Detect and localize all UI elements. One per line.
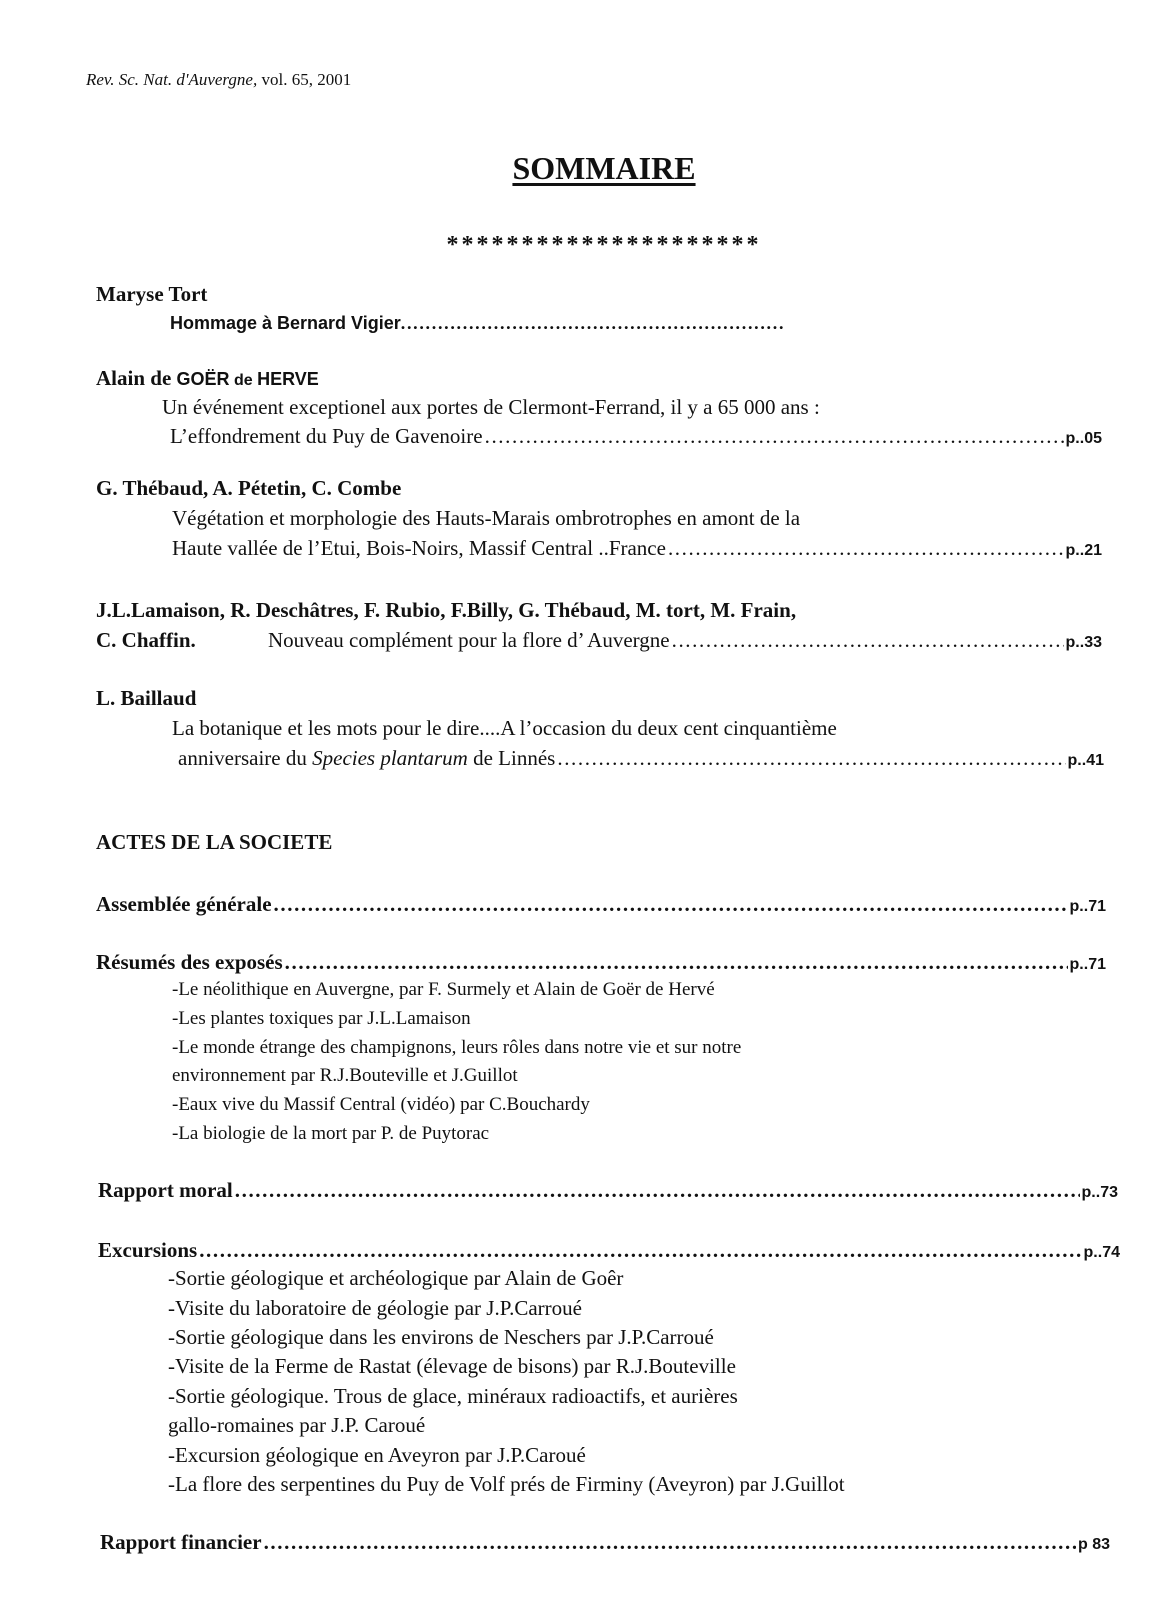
article-title-line: Haute vallée de l’Etui, Bois-Noirs, Massif Central ..France [172, 536, 666, 560]
page-number: p 83 [1077, 1536, 1110, 1553]
entry-label: Assemblée générale [96, 892, 272, 916]
page-number: p..41 [1067, 752, 1104, 769]
page-number: p..71 [1069, 956, 1106, 973]
list-item: -Le néolithique en Auvergne, par F. Surmely et Alain de Goër de Hervé [172, 979, 715, 1000]
dot-leader [672, 628, 1064, 653]
toc-entry[interactable] [178, 746, 1104, 771]
entry-label: Excursions [98, 1238, 198, 1262]
star-divider: ********************* [446, 232, 762, 258]
list-item: -Les plantes toxiques par J.L.Lamaison [172, 1008, 471, 1029]
list-item: environnement par R.J.Bouteville et J.Guillot [172, 1065, 518, 1086]
list-item: -Visite du laboratoire de géologie par J.P.Carroué [168, 1296, 582, 1320]
toc-entry[interactable] [96, 950, 1106, 975]
article-author: J.L.Lamaison, R. Deschâtres, F. Rubio, F.Billy, G. Thébaud, M. tort, M. Frain, [96, 598, 797, 622]
article-title-line: Nouveau complément pour la flore d’ Auvergne [268, 628, 670, 652]
article-author: G. Thébaud, A. Pétetin, C. Combe [96, 476, 402, 500]
journal-volume: vol. 65, 2001 [261, 70, 352, 89]
dot-leader [235, 1178, 1080, 1203]
page-number: p..33 [1065, 634, 1102, 651]
dot-leader [557, 746, 1065, 771]
entry-label: Rapport moral [98, 1178, 233, 1202]
dot-leader [485, 424, 1064, 449]
article-title-line: Un événement exceptionel aux portes de Clermont-Ferrand, il y a 65 000 ans : [162, 395, 820, 419]
dot-leader [199, 1238, 1081, 1263]
page-number: p..05 [1065, 430, 1102, 447]
article-title-line: L’effondrement du Puy de Gavenoire [170, 424, 483, 448]
toc-entry[interactable] [98, 1238, 1120, 1263]
list-item: -Sortie géologique. Trous de glace, minéraux radioactifs, et aurières [168, 1384, 738, 1408]
toc-entry[interactable] [98, 1178, 1118, 1203]
list-item: gallo-romaines par J.P. Caroué [168, 1413, 426, 1437]
entry-label: Rapport financier [100, 1530, 262, 1554]
list-item: -Sortie géologique dans les environs de Neschers par J.P.Carroué [168, 1325, 714, 1349]
article-title: Hommage à Bernard Vigier.............................................................. [170, 313, 786, 333]
article-title-line: anniversaire du Species plantarum de Linnés [178, 746, 556, 770]
article-author: C. Chaffin. [96, 628, 196, 652]
toc-entry[interactable] [172, 536, 1102, 561]
page-number: p..73 [1081, 1184, 1118, 1201]
list-item: -Le monde étrange des champignons, leurs rôles dans notre vie et sur notre [172, 1037, 742, 1058]
journal-header [86, 70, 351, 90]
list-item: -Visite de la Ferme de Rastat (élevage de bisons) par R.J.Bouteville [168, 1354, 736, 1378]
article-author: Alain de GOËR de HERVE [96, 366, 319, 390]
toc-entry[interactable] [100, 1530, 1110, 1555]
list-item: -Eaux vive du Massif Central (vidéo) par C.Bouchardy [172, 1094, 590, 1115]
page-number: p..71 [1069, 898, 1106, 915]
toc-entry[interactable] [170, 424, 1102, 449]
article-title-line: Végétation et morphologie des Hauts-Marais ombrotrophes en amont de la [172, 506, 801, 530]
toc-entry[interactable] [96, 892, 1106, 917]
page-number: p..74 [1083, 1244, 1120, 1261]
article-author: Maryse Tort [96, 282, 208, 306]
list-item: -Excursion géologique en Aveyron par J.P.Caroué [168, 1443, 586, 1467]
article-author: L. Baillaud [96, 686, 197, 710]
article-title-line: La botanique et les mots pour le dire....A l’occasion du deux cent cinquantième [172, 716, 837, 740]
dot-leader [668, 536, 1064, 561]
page-title: SOMMAIRE [512, 150, 696, 186]
dot-leader [285, 950, 1068, 975]
list-item: -La biologie de la mort par P. de Puytorac [172, 1123, 490, 1144]
page-number: p..21 [1065, 542, 1102, 559]
dot-leader [264, 1530, 1076, 1555]
list-item: -La flore des serpentines du Puy de Volf prés de Firminy (Aveyron) par J.Guillot [168, 1472, 845, 1496]
toc-entry[interactable] [268, 628, 1102, 653]
journal-name: Rev. Sc. Nat. d'Auvergne, [86, 70, 258, 89]
dot-leader [274, 892, 1068, 917]
entry-label: Résumés des exposés [96, 950, 283, 974]
section-heading: ACTES DE LA SOCIETE [96, 830, 333, 854]
list-item: -Sortie géologique et archéologique par Alain de Goêr [168, 1266, 624, 1290]
